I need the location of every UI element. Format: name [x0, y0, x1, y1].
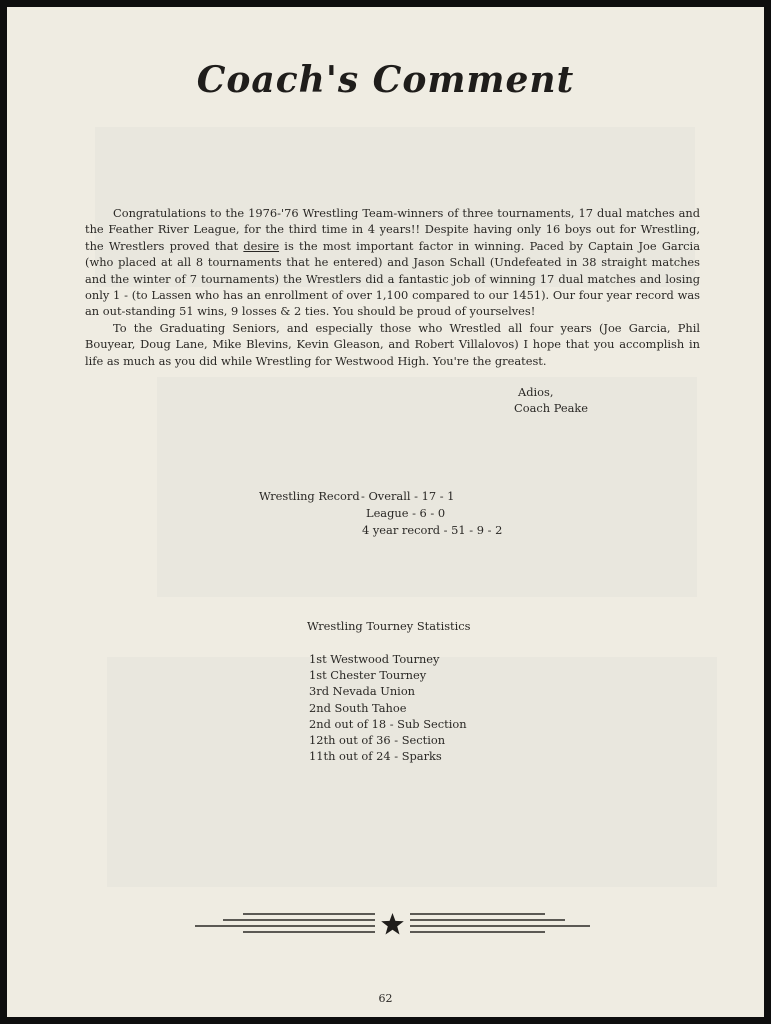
- record-four-year: 4 year record - 51 - 9 - 2: [362, 523, 503, 537]
- star-divider-icon: [195, 905, 590, 945]
- coach-letter: [85, 205, 700, 369]
- stats-list: [309, 651, 467, 764]
- list-item: 2nd South Tahoe: [309, 700, 407, 715]
- signoff-closing: Adios,: [518, 385, 554, 399]
- record-label: Wrestling Record: [259, 489, 360, 503]
- page-title: Coach's Comment: [196, 59, 575, 101]
- list-item: 1st Chester Tourney: [309, 668, 427, 683]
- signoff: [514, 384, 588, 417]
- list-item: 2nd out of 18 - Sub Section: [309, 716, 467, 731]
- record-league: League - 6 - 0: [366, 506, 446, 520]
- page-number: 62: [378, 992, 393, 1005]
- list-item: 12th out of 36 - Section: [309, 733, 446, 748]
- paragraph-2: To the Graduating Seniors, and especially those who Wrestled all four years (Joe Garcia, Phil Bouyear, Doug Lane, Mike Blevins, Kevin Gleason, and Robert Villalovos) I hope that you accomplish in life as much as you did while Wrestling for Westwood High. You're the greatest.: [85, 320, 700, 368]
- record-overall: - Overall - 17 - 1: [361, 489, 455, 503]
- signoff-name: Coach Peake: [514, 401, 589, 416]
- show-through-shadow: [157, 377, 697, 597]
- paragraph-1: [85, 205, 700, 320]
- list-item: 3rd Nevada Union: [309, 684, 416, 699]
- list-item: 11th out of 24 - Sparks: [309, 749, 442, 764]
- stats-title: Wrestling Tourney Statistics: [307, 619, 471, 633]
- list-item: 1st Westwood Tourney: [309, 652, 440, 666]
- underlined-word: desire: [243, 238, 280, 253]
- paragraph-1-text-b: is the most important factor in winning. Paced by Captain Joe Garcia (who placed at all 8 tournaments that he entered) and Jason Schall (Undefeated in 38 straight matches and the winter of 7 tournaments) the Wrestlers did a fantastic job of winning 17 dual matches and losing only 1 - (to Lassen who has an enrollment of over 1,100 compared to our 1451). Our four year record was an out-standing 51 wins, 9 losses & 2 ties. You should be proud of yourselves!: [85, 238, 700, 319]
- paragraph-1-text-a: Congratulations to the 1976-'76 Wrestling Team-winners of three tournaments, 17 dual matches and the Feather River League, for the third time in 4 years!! Despite having only 16 boys out for Wrestling, the Wrestlers proved that: [85, 206, 700, 253]
- yearbook-page: [7, 7, 764, 1017]
